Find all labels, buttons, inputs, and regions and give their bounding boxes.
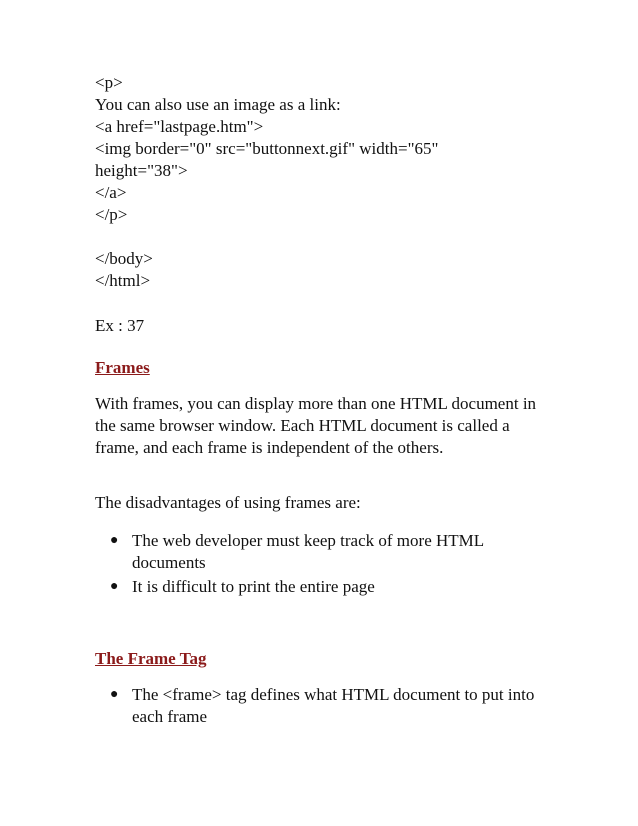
bullet-icon: ● <box>110 533 119 548</box>
code-line: </html> <box>95 271 151 290</box>
code-line: <a href="lastpage.htm"> <box>95 117 264 136</box>
code-line: You can also use an image as a link: <box>95 95 341 114</box>
frame-tag-list <box>95 684 565 730</box>
code-blank-line <box>95 226 565 248</box>
list-item-text: It is difficult to print the entire page <box>132 577 375 596</box>
list-item-text: The web developer must keep track of more HTML documents <box>132 531 484 572</box>
example-label: Ex : 37 <box>95 316 145 335</box>
code-line: <p> <box>95 73 123 92</box>
list-item <box>95 576 542 598</box>
code-line: <img border="0" src="buttonnext.gif" width="65" <box>95 139 439 158</box>
code-line: </a> <box>95 183 127 202</box>
bullet-icon: ● <box>110 579 119 594</box>
list-item-text: The <frame> tag defines what HTML document to put into each frame <box>132 685 535 726</box>
bullet-icon: ● <box>110 687 119 702</box>
disadvantages-intro: The disadvantages of using frames are: <box>95 493 361 512</box>
code-line: </p> <box>95 205 128 224</box>
list-item <box>95 684 542 728</box>
code-line: height="38"> <box>95 161 188 180</box>
disadvantages-list <box>95 530 565 600</box>
code-line: </body> <box>95 249 153 268</box>
frames-intro-paragraph: With frames, you can display more than one HTML document in the same browser window. Each HTML document is called a frame, and each frame is independent of the others. <box>95 394 537 457</box>
section-heading-frames: Frames <box>95 358 150 377</box>
code-example-block <box>95 72 565 292</box>
section-heading-frame-tag: The Frame Tag <box>95 649 207 668</box>
list-item <box>95 530 542 574</box>
